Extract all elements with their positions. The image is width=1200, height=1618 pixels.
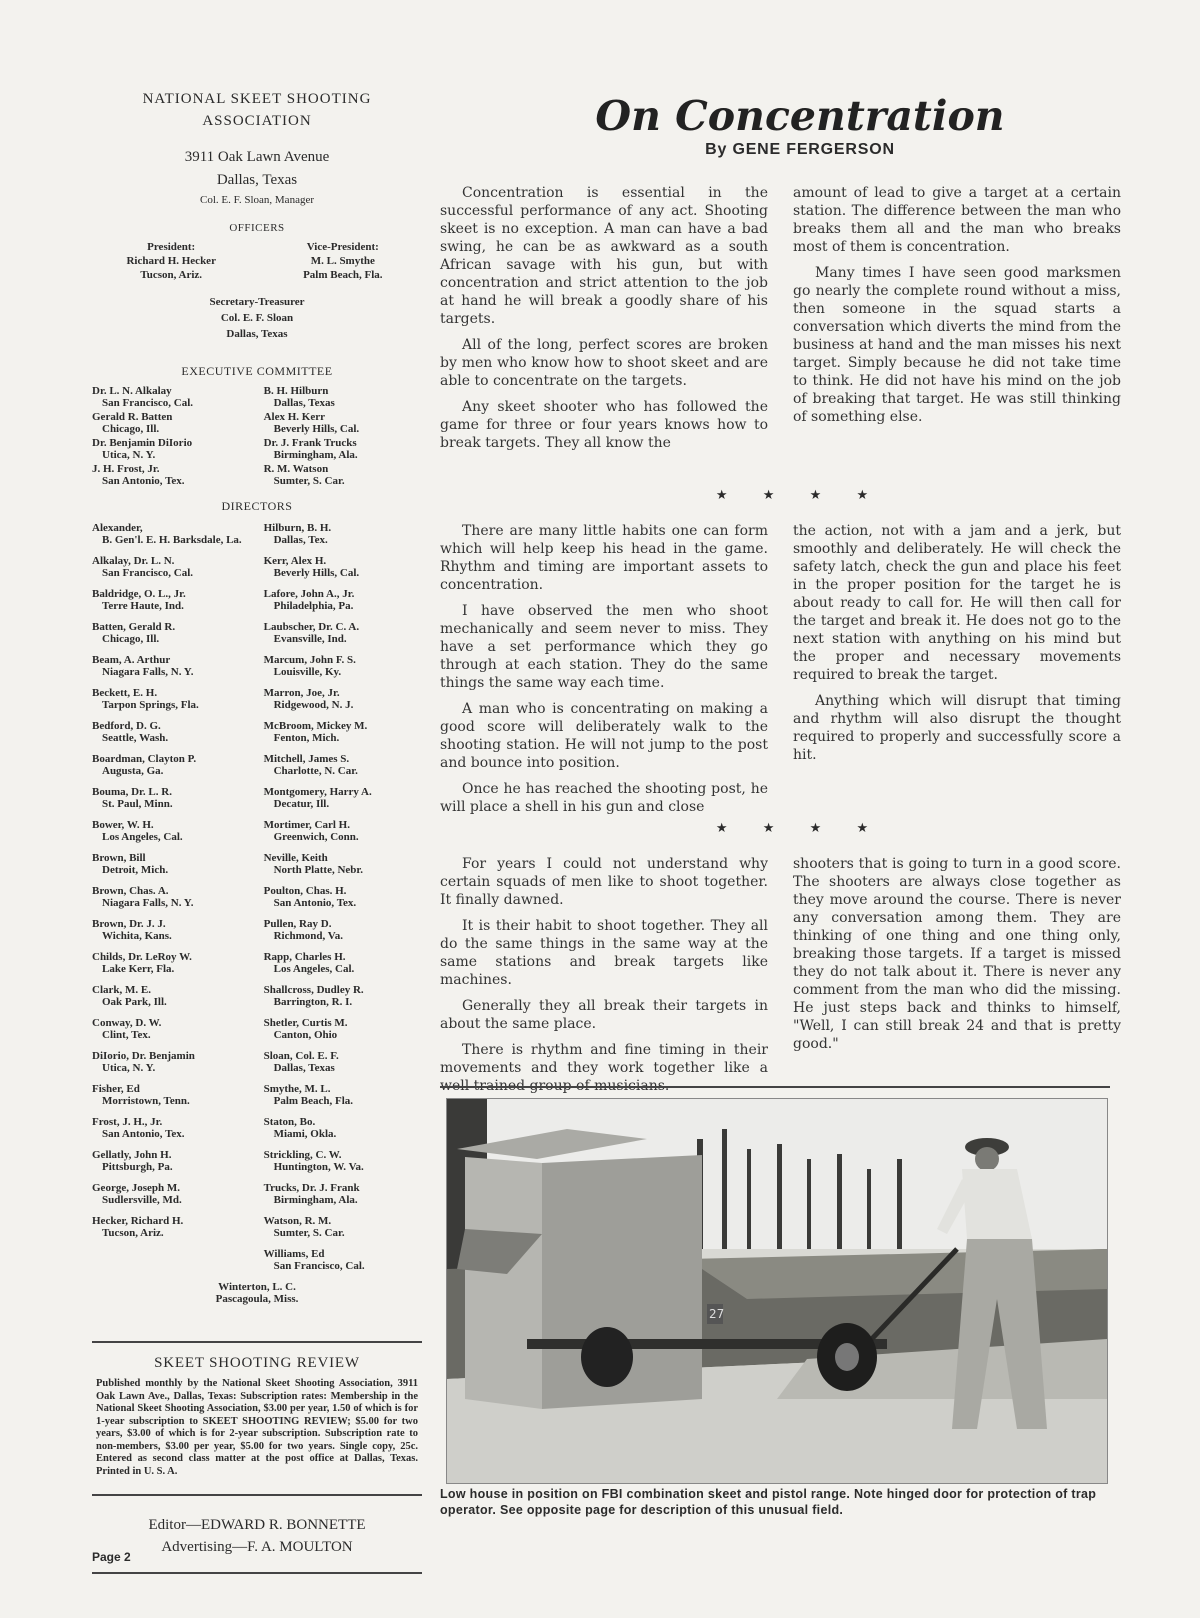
article-paragraph: A man who is concentrating on making a good score will deliberately walk to the shooting station. He will not jump to the post and bounce into position. <box>440 701 768 771</box>
person-location: Tarpon Springs, Fla. <box>102 699 199 711</box>
person-entry: R. M. Watson Sumter, S. Car. <box>263 463 345 487</box>
person-name: Bedford, D. G. <box>92 720 161 732</box>
person-name: Fisher, Ed <box>92 1083 140 1095</box>
article-paragraph: Once he has reached the shooting post, he will place a shell in his gun and close <box>440 781 768 815</box>
person-name: Marron, Joe, Jr. <box>263 687 340 699</box>
person-name: Montgomery, Harry A. <box>263 786 372 798</box>
article-paragraph: All of the long, perfect scores are broken by men who know how to shoot skeet and are able to concentrate on the targets. <box>440 337 768 389</box>
person-location: Richmond, Va. <box>273 930 343 942</box>
person-location: Los Angeles, Cal. <box>102 831 183 843</box>
photo-illustration <box>447 1099 1107 1483</box>
person-entry <box>264 786 422 817</box>
article-paragraph: amount of lead to give a target at a certain station. The difference between the man who breaks them all and the man who breaks most of them is concentration. <box>793 185 1121 255</box>
article-column-section1-left <box>440 184 768 460</box>
person-location: Barrington, R. I. <box>273 996 353 1008</box>
person-entry: Dr. Benjamin DiIorio Utica, N. Y. <box>92 437 193 461</box>
person-name: Brown, Bill <box>92 852 146 864</box>
article-paragraph: There is rhythm and fine timing in their movements and they work together like a well trained group of musicians. <box>440 1042 768 1094</box>
person-entry <box>92 984 250 1015</box>
person-entry: Dr. L. N. Alkalay San Francisco, Cal. <box>92 385 194 409</box>
person-location: San Francisco, Cal. <box>102 567 194 579</box>
executive-committee-list <box>92 385 422 489</box>
person-name: Shallcross, Dudley R. <box>263 984 364 996</box>
person-name: Lafore, John A., Jr. <box>263 588 355 600</box>
person-name: Childs, Dr. LeRoy W. <box>92 951 192 963</box>
person-location: Huntington, W. Va. <box>273 1161 364 1173</box>
person-entry <box>264 1050 422 1081</box>
divider <box>92 1572 422 1574</box>
person-name: Sloan, Col. E. F. <box>263 1050 339 1062</box>
directors-list <box>92 522 422 1281</box>
person-entry: J. H. Frost, Jr. San Antonio, Tex. <box>92 463 185 487</box>
person-entry <box>264 819 422 850</box>
person-name: Beckett, E. H. <box>92 687 158 699</box>
article-paragraph: Any skeet shooter who has followed the game for three or four years knows how to break targets. They all know the <box>440 399 768 451</box>
person-entry: Gerald R. Batten Chicago, Ill. <box>92 411 173 435</box>
article-column-section3-right <box>793 855 1121 1061</box>
person-name: Batten, Gerald R. <box>92 621 176 633</box>
person-entry <box>92 687 250 718</box>
section-divider-stars: ★ ★ ★ ★ <box>715 820 885 835</box>
person-entry <box>92 885 250 916</box>
person-location: Utica, N. Y. <box>102 1062 156 1074</box>
staff-credits <box>92 1514 422 1558</box>
person-entry <box>92 1149 250 1180</box>
person-entry <box>92 1050 250 1081</box>
person-name: Rapp, Charles H. <box>263 951 346 963</box>
address-line1: 3911 Oak Lawn Avenue <box>184 149 330 165</box>
officer-name: M. L. Smythe <box>310 255 375 267</box>
article-paragraph: shooters that is going to turn in a good score. The shooters are always close together as they move around the course. There is never any conversation among them. They are thinking of one thing and one thing only, breaking those targets. If a target is missed they do not talk about it. There is never any comment from the man who did the missing. He just steps back and thinks to himself, "Well, I can still break 24 and that is pretty good." <box>793 856 1121 1052</box>
person-entry <box>92 588 250 619</box>
officers-header: OFFICERS <box>229 222 285 234</box>
person-name: Shetler, Curtis M. <box>263 1017 348 1029</box>
person-entry <box>264 621 422 652</box>
person-name: Alexander, <box>92 522 143 534</box>
person-entry <box>264 1017 422 1048</box>
person-entry <box>92 654 250 685</box>
person-entry <box>264 522 422 553</box>
secretary-block <box>92 294 422 342</box>
person-name: Pullen, Ray D. <box>263 918 332 930</box>
article-paragraph: It is their habit to shoot together. They all do the same things in the same way at the same stations and break targets like machines. <box>440 918 768 988</box>
person-entry <box>92 1017 250 1048</box>
person-location: Canton, Ohio <box>273 1029 338 1041</box>
house-number: 27 <box>709 1307 725 1321</box>
divider <box>92 1494 422 1496</box>
person-entry <box>264 1083 422 1114</box>
person-name: Marcum, John F. S. <box>263 654 356 666</box>
officer-name: Richard H. Hecker <box>126 255 216 267</box>
person-location: Greenwich, Conn. <box>273 831 359 843</box>
person-name: Strickling, C. W. <box>263 1149 342 1161</box>
secretary-name: Col. E. F. Sloan <box>220 312 294 324</box>
secretary-title: Secretary-Treasurer <box>209 296 305 308</box>
person-entry <box>264 687 422 718</box>
person-name: Clark, M. E. <box>92 984 151 996</box>
person-location: Philadelphia, Pa. <box>273 600 354 612</box>
person-name: Trucks, Dr. J. Frank <box>263 1182 360 1194</box>
person-location: Tucson, Ariz. <box>102 1227 164 1239</box>
person-entry <box>92 1215 250 1246</box>
person-location: Lake Kerr, Fla. <box>102 963 175 975</box>
person-location: Pittsburgh, Pa. <box>102 1161 173 1173</box>
person-location: St. Paul, Minn. <box>102 798 173 810</box>
person-name: Brown, Chas. A. <box>92 885 169 897</box>
person-name: Baldridge, O. L., Jr. <box>92 588 186 600</box>
person-location: Dallas, Tex. <box>273 534 328 546</box>
person-entry: Winterton, L. C. Pascagoula, Miss. <box>215 1281 299 1305</box>
article-column-section1-right <box>793 184 1121 434</box>
person-entry <box>264 951 422 982</box>
article-paragraph: For years I could not understand why certain squads of men like to shoot together. It finally dawned. <box>440 856 768 908</box>
person-name: Staton, Bo. <box>263 1116 316 1128</box>
article-paragraph: There are many little habits one can form which will help keep his head in the game. Rhythm and timing are important assets to concentration. <box>440 523 768 593</box>
association-block <box>92 88 422 234</box>
person-location: Augusta, Ga. <box>102 765 164 777</box>
person-entry <box>92 786 250 817</box>
person-location: Sudlersville, Md. <box>102 1194 182 1206</box>
person-location: Charlotte, N. Car. <box>273 765 358 777</box>
officer-location: Palm Beach, Fla. <box>303 269 383 281</box>
advertising-line: Advertising—F. A. MOULTON <box>161 1539 353 1555</box>
person-entry <box>92 1083 250 1114</box>
review-title: SKEET SHOOTING REVIEW <box>154 1355 360 1371</box>
person-entry <box>264 984 422 1015</box>
section-divider-stars: ★ ★ ★ ★ <box>715 487 885 502</box>
article-column-section2-left <box>440 522 768 824</box>
person-location: Evansville, Ind. <box>273 633 347 645</box>
masthead-column <box>92 88 422 1574</box>
person-name: Conway, D. W. <box>92 1017 162 1029</box>
person-location: Beverly Hills, Cal. <box>273 567 360 579</box>
person-name: Poulton, Chas. H. <box>263 885 347 897</box>
person-location: San Antonio, Tex. <box>102 1128 185 1140</box>
secretary-location: Dallas, Texas <box>226 328 288 340</box>
person-entry <box>92 1116 250 1147</box>
person-entry <box>264 1215 422 1246</box>
person-entry <box>264 852 422 883</box>
article-byline: By GENE FERGERSON <box>705 141 895 158</box>
association-name-line2: ASSOCIATION <box>202 113 312 129</box>
person-entry: B. H. Hilburn Dallas, Texas <box>263 385 335 409</box>
person-entry <box>264 885 422 916</box>
person-name: Bouma, Dr. L. R. <box>92 786 172 798</box>
officers <box>92 240 422 282</box>
person-entry: Alex H. Kerr Beverly Hills, Cal. <box>263 411 360 435</box>
person-location: Morristown, Tenn. <box>102 1095 190 1107</box>
person-location: Los Angeles, Cal. <box>273 963 355 975</box>
person-entry <box>264 1248 422 1279</box>
manager-line: Col. E. F. Sloan, Manager <box>200 194 314 206</box>
photo-skeet-low-house <box>446 1098 1108 1484</box>
editor-line: Editor—EDWARD R. BONNETTE <box>148 1517 366 1533</box>
person-entry <box>264 1149 422 1180</box>
person-entry <box>264 555 422 586</box>
person-location: Miami, Okla. <box>273 1128 337 1140</box>
officer-title: President: <box>147 241 196 253</box>
person-location: Wichita, Kans. <box>102 930 172 942</box>
article-column-section2-right <box>793 522 1121 772</box>
person-name: Beam, A. Arthur <box>92 654 171 666</box>
person-name: Mortimer, Carl H. <box>263 819 350 831</box>
article-paragraph: the action, not with a jam and a jerk, but smoothly and deliberately. He will check the safety latch, check the gun and place his feet in the proper position for the target he is about ready to call for. He will then call for the target and break it. He does not go to the next station with anything on his mind but the proper and necessary movements required to break the target. <box>793 523 1121 683</box>
person-entry <box>92 852 250 883</box>
person-entry <box>92 555 250 586</box>
person-entry <box>92 819 250 850</box>
divider <box>92 1341 422 1343</box>
person-name: Watson, R. M. <box>263 1215 332 1227</box>
article-paragraph: Concentration is essential in the successful performance of any act. Shooting skeet is no exception. A man can have a bad swing, he can be as awkward as a south African savage with his gun, but with concentration and strict attention to the job at hand he will break a goodly share of his targets. <box>440 185 768 327</box>
review-publication-notice: Published monthly by the National Skeet Shooting Association, 3911 Oak Lawn Ave., Dallas, Texas: Subscription rates: Membership in the National Skeet Shooting Association, $3.00 per year, 1.50 of which is for 1-year subscription to SKEET SHOOTING REVIEW; $5.00 for two years, $3.00 of which is for 2-year subscription. Subscription rate to non-members, $3.00 per year, $5.00 for two years. Single copy, 25c. Entered as second class matter at the post office at Dallas, Texas. Printed in U. S. A. <box>96 1378 418 1477</box>
person-entry <box>92 753 250 784</box>
person-name: Smythe, M. L. <box>263 1083 331 1095</box>
person-location: Fenton, Mich. <box>273 732 340 744</box>
divider <box>440 1086 1110 1088</box>
person-entry <box>92 621 250 652</box>
person-name: Bower, W. H. <box>92 819 154 831</box>
person-name: George, Joseph M. <box>92 1182 180 1194</box>
person-location: Clint, Tex. <box>102 1029 151 1041</box>
person-location: San Francisco, Cal. <box>273 1260 365 1272</box>
photo-caption: Low house in position on FBI combination skeet and pistol range. Note hinged door for protection of trap operator. See opposite page for description of this unusual field. <box>440 1487 1097 1517</box>
person-entry <box>264 720 422 751</box>
executive-committee-header: EXECUTIVE COMMITTEE <box>181 364 333 378</box>
person-entry <box>92 720 250 751</box>
person-name: Mitchell, James S. <box>263 753 350 765</box>
person-entry <box>92 918 250 949</box>
person-location: Terre Haute, Ind. <box>102 600 184 612</box>
article-paragraph: Anything which will disrupt that timing and rhythm will also disrupt the thought required to properly and successfully score a hit. <box>793 693 1121 763</box>
person-entry <box>92 951 250 982</box>
association-name-line1: NATIONAL SKEET SHOOTING <box>142 91 372 107</box>
person-name: McBroom, Mickey M. <box>263 720 368 732</box>
person-location: Palm Beach, Fla. <box>273 1095 354 1107</box>
person-location: San Antonio, Tex. <box>273 897 357 909</box>
person-entry <box>92 1182 250 1213</box>
person-location: Louisville, Ky. <box>273 666 342 678</box>
person-name: Boardman, Clayton P. <box>92 753 197 765</box>
person-location: Oak Park, Ill. <box>102 996 167 1008</box>
person-name: Kerr, Alex H. <box>263 555 327 567</box>
officer-location: Tucson, Ariz. <box>140 269 203 281</box>
person-name: Alkalay, Dr. L. N. <box>92 555 175 567</box>
article-title: On Concentration <box>595 92 1005 140</box>
person-name: Laubscher, Dr. C. A. <box>263 621 360 633</box>
address-line2: Dallas, Texas <box>216 172 298 188</box>
person-location: Detroit, Mich. <box>102 864 169 876</box>
person-name: Neville, Keith <box>263 852 328 864</box>
article-paragraph: Many times I have seen good marksmen go nearly the complete round without a miss, then someone in the squad starts a conversation which diverts the mind from the business at hand and the man misses his next target. Simply because he did not take time to think. He did not have his mind on the job of breaking that target. He was still thinking of something else. <box>793 265 1121 425</box>
directors-header: DIRECTORS <box>221 499 293 513</box>
person-location: Seattle, Wash. <box>102 732 169 744</box>
person-entry <box>264 753 422 784</box>
person-name: Hilburn, B. H. <box>263 522 332 534</box>
person-entry <box>264 1116 422 1147</box>
person-entry <box>264 654 422 685</box>
person-entry: Dr. J. Frank Trucks Birmingham, Ala. <box>263 437 358 461</box>
person-location: North Platte, Nebr. <box>273 864 364 876</box>
person-name: Frost, J. H., Jr. <box>92 1116 163 1128</box>
person-entry <box>92 522 250 553</box>
person-location: Ridgewood, N. J. <box>273 699 354 711</box>
person-name: Hecker, Richard H. <box>92 1215 184 1227</box>
page-number: Page 2 <box>92 1550 131 1564</box>
person-name: Brown, Dr. J. J. <box>92 918 166 930</box>
article-paragraph: Generally they all break their targets in about the same place. <box>440 998 768 1032</box>
person-location: Decatur, Ill. <box>273 798 330 810</box>
person-location: Niagara Falls, N. Y. <box>102 897 194 909</box>
person-entry <box>264 588 422 619</box>
person-entry <box>264 1182 422 1213</box>
officer-title: Vice-President: <box>306 241 379 253</box>
person-name: Gellatly, John H. <box>92 1149 172 1161</box>
person-location: B. Gen'l. E. H. Barksdale, La. <box>102 534 242 546</box>
person-location: Dallas, Texas <box>273 1062 335 1074</box>
person-location: Chicago, Ill. <box>102 633 160 645</box>
article-paragraph: I have observed the men who shoot mechanically and seem never to miss. They have a set performance which they go through at each station. They do the same things the same way each time. <box>440 603 768 691</box>
person-location: Birmingham, Ala. <box>273 1194 358 1206</box>
person-location: Niagara Falls, N. Y. <box>102 666 194 678</box>
person-location: Sumter, S. Car. <box>273 1227 345 1239</box>
person-name: DiIorio, Dr. Benjamin <box>92 1050 195 1062</box>
person-entry <box>264 918 422 949</box>
person-name: Williams, Ed <box>263 1248 325 1260</box>
